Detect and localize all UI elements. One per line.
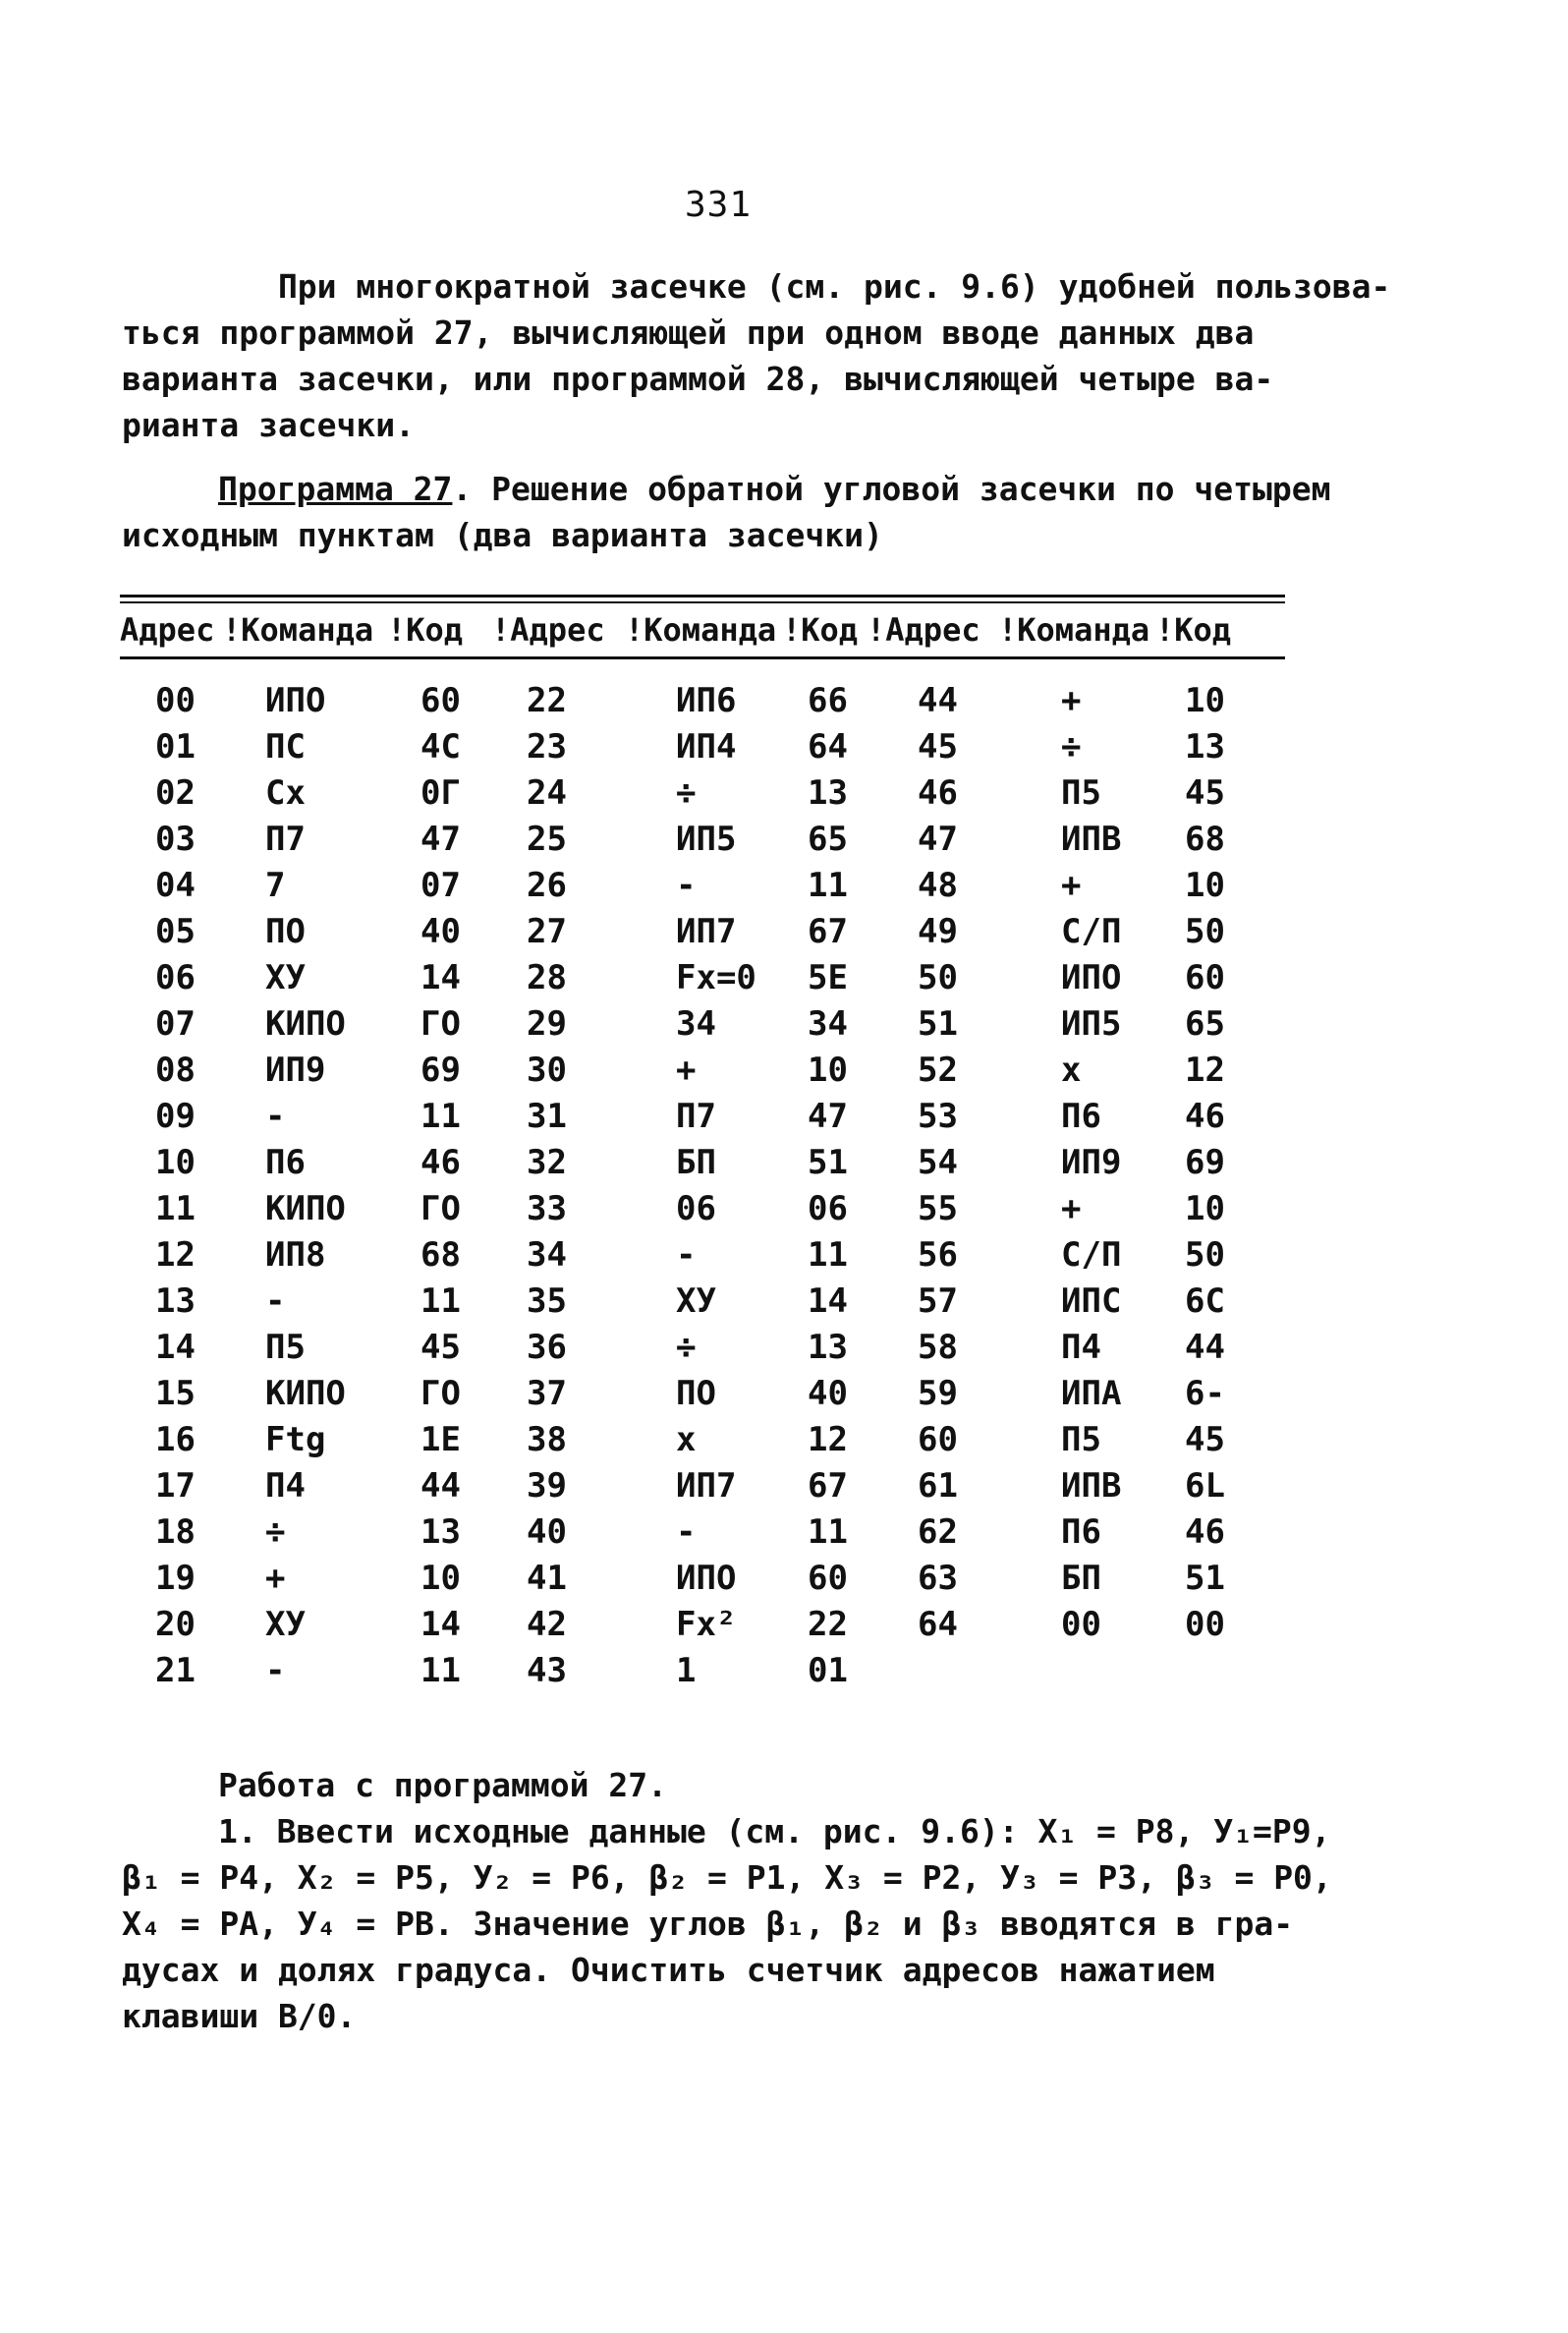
cell-code: 64 [808, 727, 848, 767]
cell-address: 29 [527, 1004, 567, 1044]
cell-code: 13 [1185, 727, 1225, 767]
cell-code: 11 [808, 1512, 848, 1552]
cell-address: 24 [527, 773, 567, 813]
cell-address: 35 [527, 1281, 567, 1321]
cell-code: 10 [420, 1559, 461, 1598]
cell-code: 01 [808, 1651, 848, 1690]
cell-address: 60 [918, 1420, 958, 1459]
cell-address: 44 [918, 681, 958, 720]
cell-command: ИПВ [1061, 820, 1122, 859]
cell-command: П5 [1061, 773, 1101, 813]
cell-code: 67 [808, 912, 848, 951]
cell-code: 13 [808, 1328, 848, 1367]
cell-address: 23 [527, 727, 567, 767]
header-address: !Адрес [491, 611, 605, 649]
table-row [0, 1140, 1568, 1186]
cell-address: 06 [155, 958, 196, 997]
cell-code: 40 [420, 912, 461, 951]
cell-address: 19 [155, 1559, 196, 1598]
work-instructions [122, 1762, 1332, 2039]
cell-code: 06 [808, 1189, 848, 1228]
cell-code: 12 [1185, 1051, 1225, 1090]
cell-code: 50 [1185, 912, 1225, 951]
table-row [0, 955, 1568, 1001]
cell-command: ПС [265, 727, 306, 767]
work-line: дусах и долях градуса. Очистить счетчик адресов нажатием [122, 1951, 1215, 1989]
cell-code: 40 [808, 1374, 848, 1413]
cell-command: КИПО [265, 1004, 346, 1044]
cell-address: 50 [918, 958, 958, 997]
caption-line: исходным пунктам (два варианта засечки) [122, 516, 883, 554]
cell-command: П6 [265, 1143, 306, 1182]
cell-command: Сх [265, 773, 306, 813]
cell-command: ИП9 [265, 1051, 326, 1090]
cell-command: КИПО [265, 1374, 346, 1413]
cell-command: 00 [1061, 1605, 1101, 1644]
cell-command: Ftg [265, 1420, 326, 1459]
cell-command: ÷ [676, 1328, 697, 1367]
cell-command: 1 [676, 1651, 697, 1690]
cell-address: 61 [918, 1466, 958, 1506]
cell-code: 11 [420, 1281, 461, 1321]
cell-command: П5 [1061, 1420, 1101, 1459]
cell-address: 26 [527, 866, 567, 905]
cell-command: ХУ [676, 1281, 716, 1321]
cell-address: 25 [527, 820, 567, 859]
cell-address: 16 [155, 1420, 196, 1459]
cell-address: 49 [918, 912, 958, 951]
cell-code: ГО [420, 1004, 461, 1044]
cell-command: - [676, 866, 697, 905]
header-command: !Команда [625, 611, 777, 649]
cell-address: 01 [155, 727, 196, 767]
cell-command: ИПС [1061, 1281, 1122, 1321]
caption-label: Программа 27 [218, 470, 453, 508]
cell-address: 38 [527, 1420, 567, 1459]
cell-command: П6 [1061, 1097, 1101, 1136]
header-code: !Код [1155, 611, 1232, 649]
table-row [0, 817, 1568, 863]
cell-address: 05 [155, 912, 196, 951]
cell-address: 08 [155, 1051, 196, 1090]
cell-address: 56 [918, 1235, 958, 1275]
header-address: !Адрес [867, 611, 980, 649]
cell-code: 69 [420, 1051, 461, 1090]
cell-code: 34 [808, 1004, 848, 1044]
intro-line: рианта засечки. [122, 406, 416, 444]
cell-command: П4 [1061, 1328, 1101, 1367]
cell-address: 30 [527, 1051, 567, 1090]
intro-line: При многократной засечке (см. рис. 9.6) удобней пользова- [122, 267, 1391, 306]
cell-command: - [676, 1235, 697, 1275]
table-header-rule [120, 656, 1285, 659]
header-command: !Команда [222, 611, 374, 649]
cell-command: ИП4 [676, 727, 737, 767]
cell-command: - [676, 1512, 697, 1552]
cell-address: 14 [155, 1328, 196, 1367]
cell-code: 10 [1185, 1189, 1225, 1228]
cell-command: КИПО [265, 1189, 346, 1228]
cell-address: 13 [155, 1281, 196, 1321]
cell-address: 12 [155, 1235, 196, 1275]
cell-code: 14 [808, 1281, 848, 1321]
cell-code: 07 [420, 866, 461, 905]
cell-address: 15 [155, 1374, 196, 1413]
cell-address: 42 [527, 1605, 567, 1644]
cell-address: 22 [527, 681, 567, 720]
table-row [0, 863, 1568, 909]
cell-code: 10 [808, 1051, 848, 1090]
cell-command: ХУ [265, 958, 306, 997]
cell-address: 55 [918, 1189, 958, 1228]
cell-address: 59 [918, 1374, 958, 1413]
intro-line: ться программой 27, вычисляющей при одном вводе данных два [122, 313, 1255, 352]
cell-code: 13 [420, 1512, 461, 1552]
cell-code: 45 [420, 1328, 461, 1367]
cell-code: 0Г [420, 773, 461, 813]
cell-address: 32 [527, 1143, 567, 1182]
cell-command: 06 [676, 1189, 716, 1228]
cell-command: + [265, 1559, 286, 1598]
table-row [0, 1048, 1568, 1094]
cell-address: 20 [155, 1605, 196, 1644]
cell-command: ИПА [1061, 1374, 1122, 1413]
cell-code: 50 [1185, 1235, 1225, 1275]
cell-code: 60 [420, 681, 461, 720]
header-address: Адрес [120, 611, 215, 649]
cell-command: Fx² [676, 1605, 737, 1644]
cell-command: х [1061, 1051, 1082, 1090]
cell-code: 47 [420, 820, 461, 859]
cell-command: - [265, 1651, 286, 1690]
table-row [0, 909, 1568, 955]
cell-address: 18 [155, 1512, 196, 1552]
table-row [0, 1417, 1568, 1463]
cell-address: 45 [918, 727, 958, 767]
cell-address: 63 [918, 1559, 958, 1598]
cell-address: 57 [918, 1281, 958, 1321]
cell-code: 65 [808, 820, 848, 859]
cell-address: 36 [527, 1328, 567, 1367]
cell-code: ГО [420, 1189, 461, 1228]
cell-address: 46 [918, 773, 958, 813]
cell-code: 1Е [420, 1420, 461, 1459]
cell-command: ПО [265, 912, 306, 951]
cell-code: 65 [1185, 1004, 1225, 1044]
cell-code: 6- [1185, 1374, 1225, 1413]
table-header [0, 601, 1568, 656]
cell-command: БП [676, 1143, 716, 1182]
cell-code: 00 [1185, 1605, 1225, 1644]
cell-command: + [1061, 681, 1082, 720]
cell-code: 47 [808, 1097, 848, 1136]
intro-paragraph [122, 263, 1391, 448]
cell-code: 45 [1185, 773, 1225, 813]
cell-command: Fx=0 [676, 958, 756, 997]
cell-address: 47 [918, 820, 958, 859]
cell-command: ПО [676, 1374, 716, 1413]
cell-address: 40 [527, 1512, 567, 1552]
cell-code: 44 [1185, 1328, 1225, 1367]
cell-command: - [265, 1097, 286, 1136]
cell-command: БП [1061, 1559, 1101, 1598]
cell-command: С/П [1061, 1235, 1122, 1275]
table-row [0, 1463, 1568, 1509]
caption-line [122, 466, 1331, 512]
caption-title: . Решение обратной угловой засечки по четырем [452, 470, 1331, 508]
cell-address: 54 [918, 1143, 958, 1182]
table-top-rule [120, 595, 1285, 597]
cell-code: 4С [420, 727, 461, 767]
cell-code: 6L [1185, 1466, 1225, 1506]
table-row [0, 724, 1568, 770]
cell-code: 46 [420, 1143, 461, 1182]
cell-command: ИП5 [1061, 1004, 1122, 1044]
cell-code: 68 [1185, 820, 1225, 859]
cell-address: 00 [155, 681, 196, 720]
cell-code: 14 [420, 1605, 461, 1644]
cell-address: 27 [527, 912, 567, 951]
cell-code: ГО [420, 1374, 461, 1413]
cell-address: 34 [527, 1235, 567, 1275]
cell-address: 58 [918, 1328, 958, 1367]
cell-command: ÷ [1061, 727, 1082, 767]
cell-command: ИПО [1061, 958, 1122, 997]
cell-address: 28 [527, 958, 567, 997]
cell-command: ÷ [265, 1512, 286, 1552]
cell-address: 07 [155, 1004, 196, 1044]
table-row [0, 1325, 1568, 1371]
cell-command: П6 [1061, 1512, 1101, 1552]
cell-command: ИП7 [676, 912, 737, 951]
cell-code: 66 [808, 681, 848, 720]
cell-code: 12 [808, 1420, 848, 1459]
cell-command: П7 [676, 1097, 716, 1136]
table-row [0, 1232, 1568, 1279]
cell-code: 14 [420, 958, 461, 997]
cell-code: 13 [808, 773, 848, 813]
cell-address: 21 [155, 1651, 196, 1690]
header-code: !Код [387, 611, 464, 649]
cell-address: 09 [155, 1097, 196, 1136]
cell-code: 10 [1185, 866, 1225, 905]
cell-code: 69 [1185, 1143, 1225, 1182]
cell-code: 68 [420, 1235, 461, 1275]
cell-command: ИП9 [1061, 1143, 1122, 1182]
table-row [0, 1001, 1568, 1048]
cell-address: 31 [527, 1097, 567, 1136]
cell-command: 7 [265, 866, 286, 905]
cell-command: ИПО [265, 681, 326, 720]
cell-command: ИП6 [676, 681, 737, 720]
cell-command: ИП7 [676, 1466, 737, 1506]
cell-address: 48 [918, 866, 958, 905]
table-row [0, 1094, 1568, 1140]
cell-code: 6С [1185, 1281, 1225, 1321]
cell-code: 60 [808, 1559, 848, 1598]
cell-address: 10 [155, 1143, 196, 1182]
cell-code: 11 [420, 1097, 461, 1136]
header-command: !Команда [998, 611, 1150, 649]
cell-address: 53 [918, 1097, 958, 1136]
cell-code: 46 [1185, 1097, 1225, 1136]
cell-command: 34 [676, 1004, 716, 1044]
cell-command: ИП5 [676, 820, 737, 859]
cell-address: 41 [527, 1559, 567, 1598]
cell-code: 46 [1185, 1512, 1225, 1552]
work-line: 1. Ввести исходные данные (см. рис. 9.6): X₁ = Р8, У₁=Р9, [218, 1812, 1331, 1850]
table-row [0, 678, 1568, 724]
cell-address: 37 [527, 1374, 567, 1413]
cell-code: 11 [808, 1235, 848, 1275]
cell-address: 03 [155, 820, 196, 859]
cell-command: х [676, 1420, 697, 1459]
cell-command: + [1061, 1189, 1082, 1228]
cell-address: 04 [155, 866, 196, 905]
cell-command: ИПО [676, 1559, 737, 1598]
cell-command: П5 [265, 1328, 306, 1367]
cell-command: С/П [1061, 912, 1122, 951]
cell-address: 02 [155, 773, 196, 813]
table-row [0, 1371, 1568, 1417]
cell-address: 43 [527, 1651, 567, 1690]
cell-command: - [265, 1281, 286, 1321]
cell-code: 60 [1185, 958, 1225, 997]
cell-code: 67 [808, 1466, 848, 1506]
cell-command: + [1061, 866, 1082, 905]
cell-code: 51 [1185, 1559, 1225, 1598]
table-row [0, 1648, 1568, 1694]
table-row [0, 1279, 1568, 1325]
cell-command: П4 [265, 1466, 306, 1506]
page-number: 331 [684, 185, 753, 225]
cell-command: П7 [265, 820, 306, 859]
cell-code: 44 [420, 1466, 461, 1506]
header-code: !Код [782, 611, 859, 649]
cell-command: ÷ [676, 773, 697, 813]
cell-address: 11 [155, 1189, 196, 1228]
intro-line: варианта засечки, или программой 28, вычисляющей четыре ва- [122, 360, 1274, 398]
cell-code: 11 [420, 1651, 461, 1690]
cell-command: ИП8 [265, 1235, 326, 1275]
table-row [0, 1556, 1568, 1602]
table-row [0, 770, 1568, 817]
cell-command: ХУ [265, 1605, 306, 1644]
table-row [0, 1509, 1568, 1556]
work-line: β₁ = Р4, X₂ = Р5, У₂ = Р6, β₂ = Р1, X₃ = Р2, У₃ = Р3, β₃ = Р0, [122, 1858, 1332, 1897]
work-heading: Работа с программой 27. [218, 1766, 667, 1804]
cell-code: 10 [1185, 681, 1225, 720]
cell-command: + [676, 1051, 697, 1090]
cell-address: 33 [527, 1189, 567, 1228]
work-line: клавиши В/0. [122, 1997, 357, 2035]
cell-code: 45 [1185, 1420, 1225, 1459]
cell-address: 39 [527, 1466, 567, 1506]
cell-command: ИПВ [1061, 1466, 1122, 1506]
cell-code: 51 [808, 1143, 848, 1182]
cell-code: 11 [808, 866, 848, 905]
cell-address: 64 [918, 1605, 958, 1644]
cell-address: 51 [918, 1004, 958, 1044]
table-row [0, 1602, 1568, 1648]
cell-code: 5Е [808, 958, 848, 997]
cell-code: 22 [808, 1605, 848, 1644]
work-line: X₄ = РА, У₄ = РВ. Значение углов β₁, β₂ и β₃ вводятся в гра- [122, 1905, 1294, 1943]
cell-address: 62 [918, 1512, 958, 1552]
cell-address: 17 [155, 1466, 196, 1506]
cell-address: 52 [918, 1051, 958, 1090]
table-row [0, 1186, 1568, 1232]
program-caption [122, 466, 1331, 558]
